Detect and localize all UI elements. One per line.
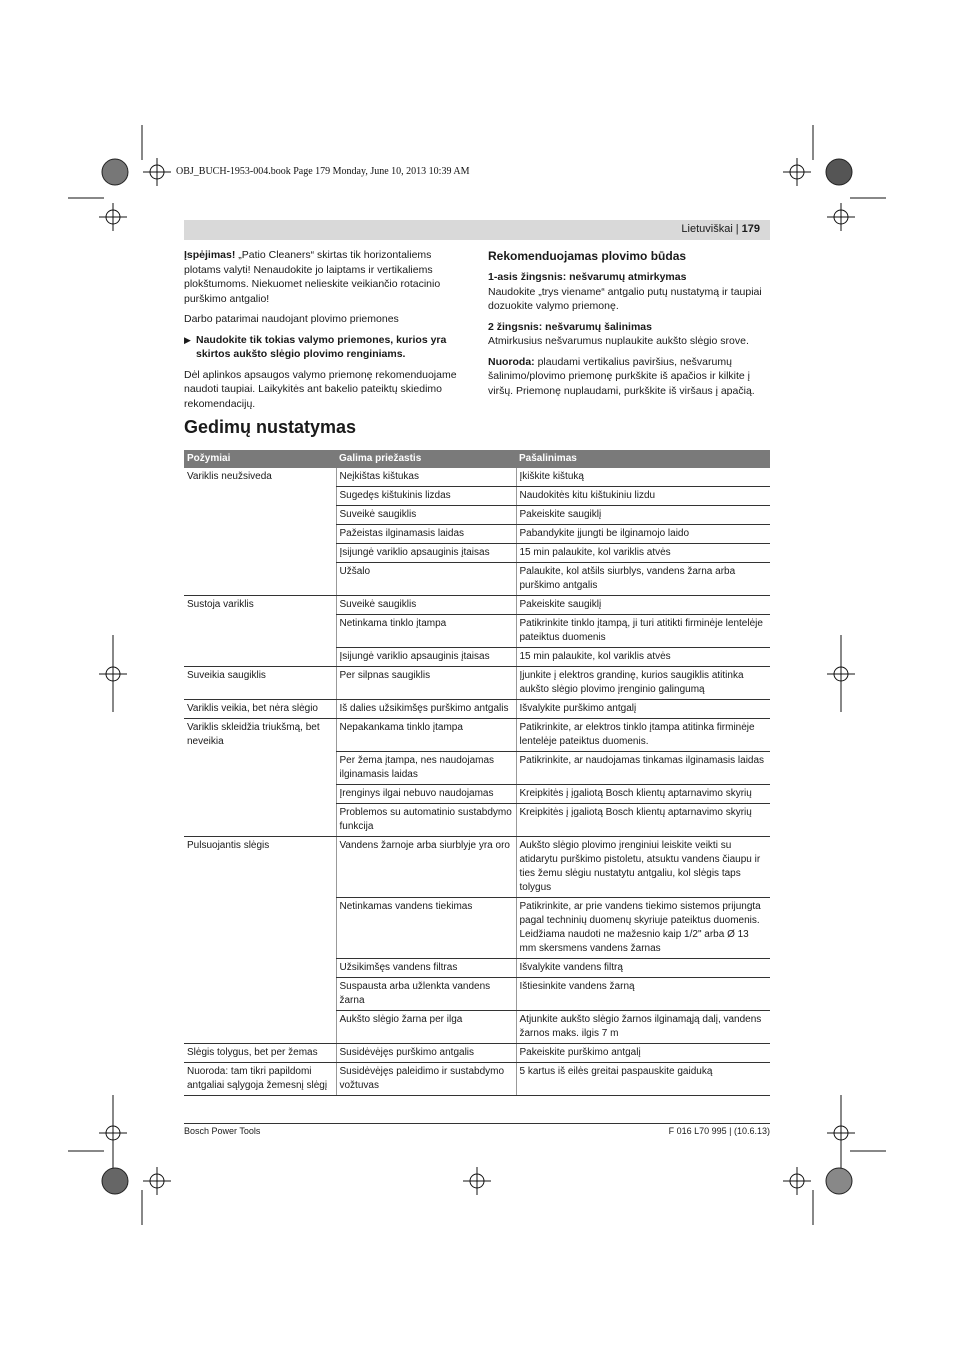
table-cell-remedy: Išvalykite vandens filtrą — [516, 959, 770, 978]
table-cell-symptom — [184, 785, 336, 804]
table-row — [184, 785, 770, 804]
table-cell-remedy: Patikrinkite, ar elektros tinklo įtampa atitinka firminėje lentelėje pateiktus duomenis. — [516, 719, 770, 752]
note-text: plaudami vertikalius paviršius, nešvarumų šalinimo/plovimo priemonę purkškite iš apačios ir kilkite į viršų. Priemonę nuplaudami, purkškite iš viršaus į apačią. — [488, 355, 755, 397]
table-cell-remedy: Išvalykite purškimo antgalį — [516, 700, 770, 719]
book-info-line: OBJ_BUCH-1953-004.book Page 179 Monday, June 10, 2013 10:39 AM — [176, 166, 470, 177]
table-cell-remedy: Atjunkite aukšto slėgio žarnos ilginamąją dalį, vandens žarnos maks. ilgis 7 m — [516, 1011, 770, 1044]
left-column — [184, 248, 464, 417]
table-row — [184, 978, 770, 1011]
table-cell-cause: Suspausta arba užlenkta vandens žarna — [336, 978, 516, 1011]
table-cell-remedy: Pakeiskite saugiklį — [516, 596, 770, 615]
table-cell-remedy: Aukšto slėgio plovimo įrenginiui leiskite veikti su atidarytu purškimo pistoletu, atsuktu vandens čiaupu ir ties žemu slėgiu nustatytu antgaliu, kol slėgis taps tolygus — [516, 837, 770, 898]
table-row — [184, 596, 770, 615]
table-cell-cause: Vandens žarnoje arba siurblyje yra oro — [336, 837, 516, 898]
troubleshooting-table — [184, 450, 770, 1096]
table-cell-cause: Įsijungė variklio apsauginis įtaisas — [336, 648, 516, 667]
table-row — [184, 898, 770, 959]
table-cell-cause: Per silpnas saugiklis — [336, 667, 516, 700]
table-row — [184, 837, 770, 898]
table-cell-symptom — [184, 978, 336, 1011]
note-paragraph — [488, 355, 770, 399]
header-language: Lietuviškai — [681, 223, 733, 235]
bullet-item — [184, 333, 464, 362]
table-cell-remedy: Pabandykite įjungti be ilginamojo laido — [516, 525, 770, 544]
table-cell-symptom — [184, 752, 336, 785]
table-row — [184, 667, 770, 700]
table-row — [184, 700, 770, 719]
note-label: Nuoroda: — [488, 355, 535, 368]
step2-title: 2 žingsnis: nešvarumų šalinimas — [488, 320, 652, 333]
table-cell-remedy: Patikrinkite, ar naudojamas tinkamas ilginamasis laidas — [516, 752, 770, 785]
step2-block — [488, 320, 770, 349]
table-cell-cause: Nepakankama tinklo įtampa — [336, 719, 516, 752]
table-cell-remedy: Įjunkite į elektros grandinę, kurios saugiklis atitinka aukšto slėgio plovimo įrenginio galingumą — [516, 667, 770, 700]
table-cell-cause: Susidėvėjęs purškimo antgalis — [336, 1044, 516, 1063]
table-cell-cause: Netinkamas vandens tiekimas — [336, 898, 516, 959]
table-cell-cause: Problemos su automatinio sustabdymo funkcija — [336, 804, 516, 837]
table-cell-symptom — [184, 648, 336, 667]
table-cell-symptom — [184, 959, 336, 978]
table-row — [184, 959, 770, 978]
table-cell-cause: Aukšto slėgio žarna per ilga — [336, 1011, 516, 1044]
warning-text: „Patio Cleaners“ skirtas tik horizontaliems plotams valyti! Nenaudokite jo laiptams ir vertikaliems plokštumoms. Niekuomet nelieskite veikiančio rotacinio purškimo antgalio! — [184, 249, 441, 305]
page-header-bar — [184, 220, 770, 240]
table-row — [184, 1044, 770, 1063]
environment-paragraph: Dėl aplinkos apsaugos valymo priemonę rekomenduojame naudoti taupiai. Laikykitės ant bakelio pateiktų skiedimo rekomendacijų. — [184, 368, 457, 410]
table-row — [184, 544, 770, 563]
table-row — [184, 804, 770, 837]
table-cell-remedy: Patikrinkite, ar prie vandens tiekimo sistemos prijungta pagal techninių duomenų skyriuje pateiktus duomenis. Leidžiama naudoti ne mažesnio kaip 1/2" arba Ø 13 mm skersmens vandens žarnas — [516, 898, 770, 959]
step1-block — [488, 270, 770, 314]
table-cell-symptom — [184, 487, 336, 506]
table-cell-symptom — [184, 506, 336, 525]
table-row — [184, 1011, 770, 1044]
table-row — [184, 563, 770, 596]
footer-divider — [184, 1123, 770, 1124]
table-cell-symptom — [184, 544, 336, 563]
table-header-row — [184, 450, 770, 468]
table-cell-remedy: Kreipkitės į įgaliotą Bosch klientų aptarnavimo skyrių — [516, 804, 770, 837]
table-cell-cause: Užsikimšęs vandens filtras — [336, 959, 516, 978]
table-row — [184, 648, 770, 667]
table-cell-remedy: Įkiškite kištuką — [516, 468, 770, 487]
page-header: Lietuviškai | 179 — [681, 223, 760, 235]
table-cell-symptom: Slėgis tolygus, bet per žemas — [184, 1044, 336, 1063]
table-cell-cause: Susidėvėjęs paleidimo ir sustabdymo vožtuvas — [336, 1063, 516, 1096]
table-row — [184, 525, 770, 544]
table-row — [184, 615, 770, 648]
table-cell-symptom — [184, 615, 336, 648]
table-cell-cause: Suveikė saugiklis — [336, 596, 516, 615]
table-cell-cause: Įrenginys ilgai nebuvo naudojamas — [336, 785, 516, 804]
recommended-method-heading: Rekomenduojamas plovimo būdas — [488, 249, 687, 263]
table-cell-remedy: Palaukite, kol atšils siurblys, vandens žarna arba purškimo antgalis — [516, 563, 770, 596]
table-cell-symptom — [184, 525, 336, 544]
bullet-text: Naudokite tik tokias valymo priemones, kurios yra skirtos aukšto slėgio plovimo renginiams. — [196, 333, 447, 360]
table-cell-cause: Iš dalies užsikimšęs purškimo antgalis — [336, 700, 516, 719]
table-cell-remedy: Naudokitės kitu kištukiniu lizdu — [516, 487, 770, 506]
table-cell-symptom: Nuoroda: tam tikri papildomi antgaliai sąlygoja žemesnį slėgį — [184, 1063, 336, 1096]
table-cell-cause: Neįkištas kištukas — [336, 468, 516, 487]
table-cell-symptom: Variklis veikia, bet nėra slėgio — [184, 700, 336, 719]
column-header-remedy: Pašalinimas — [516, 450, 770, 468]
table-cell-symptom — [184, 563, 336, 596]
cleaning-agents-heading: Darbo patarimai naudojant plovimo priemones — [184, 313, 399, 325]
table-cell-symptom: Variklis neužsiveda — [187, 471, 272, 482]
table-cell-cause: Įsijungė variklio apsauginis įtaisas — [336, 544, 516, 563]
footer-publisher: Bosch Power Tools — [184, 1126, 261, 1136]
table-cell-remedy: Ištiesinkite vandens žarną — [516, 978, 770, 1011]
table-cell-symptom — [184, 898, 336, 959]
section-title: Gedimų nustatymas — [184, 417, 357, 437]
table-cell-remedy: 15 min palaukite, kol variklis atvės — [516, 544, 770, 563]
table-cell-symptom — [184, 1011, 336, 1044]
table-cell-symptom: Variklis skleidžia triukšmą, bet neveikia — [187, 722, 320, 747]
table-cell-cause: Sugedęs kištukinis lizdas — [336, 487, 516, 506]
table-row — [184, 752, 770, 785]
table-cell-remedy: Patikrinkite tinklo įtampą, ji turi atitikti firminėje lentelėje pateiktus duomenis — [516, 615, 770, 648]
warning-label: Įspėjimas! — [184, 249, 236, 261]
table-cell-cause: Suveikė saugiklis — [336, 506, 516, 525]
table-cell-symptom: Sustoja variklis — [187, 599, 254, 610]
table-cell-cause: Per žema įtampa, nes naudojamas ilginamasis laidas — [336, 752, 516, 785]
table-cell-remedy: 15 min palaukite, kol variklis atvės — [516, 648, 770, 667]
table-cell-cause: Pažeistas ilginamasis laidas — [336, 525, 516, 544]
table-cell-remedy: 5 kartus iš eilės greitai paspauskite gaiduką — [516, 1063, 770, 1096]
table-row — [184, 719, 770, 752]
column-header-symptom: Požymiai — [184, 450, 336, 468]
table-cell-cause: Netinkama tinklo įtampa — [336, 615, 516, 648]
step1-text: Naudokite „trys viename“ antgalio putų nustatymą ir taupiai dozuokite valymo priemonę. — [488, 285, 762, 312]
triangle-right-icon: ▶ — [184, 334, 191, 345]
table-row — [184, 1063, 770, 1096]
table-row — [184, 487, 770, 506]
table-cell-remedy: Pakeiskite saugiklį — [516, 506, 770, 525]
table-row — [184, 468, 770, 487]
column-header-cause: Galima priežastis — [336, 450, 516, 468]
right-column — [488, 248, 770, 404]
header-page-number: 179 — [741, 223, 760, 235]
table-cell-cause: Užšalo — [336, 563, 516, 596]
table-row — [184, 506, 770, 525]
table-cell-symptom — [184, 804, 336, 837]
table-cell-symptom: Suveikia saugiklis — [184, 667, 336, 700]
warning-paragraph — [184, 248, 464, 306]
step2-text: Atmirkusius nešvarumus nuplaukite aukšto slėgio srove. — [488, 335, 749, 347]
table-cell-remedy: Pakeiskite purškimo antgalį — [516, 1044, 770, 1063]
table-cell-remedy: Kreipkitės į įgaliotą Bosch klientų aptarnavimo skyrių — [516, 785, 770, 804]
table-cell-symptom: Pulsuojantis slėgis — [187, 840, 270, 851]
footer-doc-code: F 016 L70 995 | (10.6.13) — [668, 1126, 770, 1136]
step1-title: 1-asis žingsnis: nešvarumų atmirkymas — [488, 271, 687, 283]
